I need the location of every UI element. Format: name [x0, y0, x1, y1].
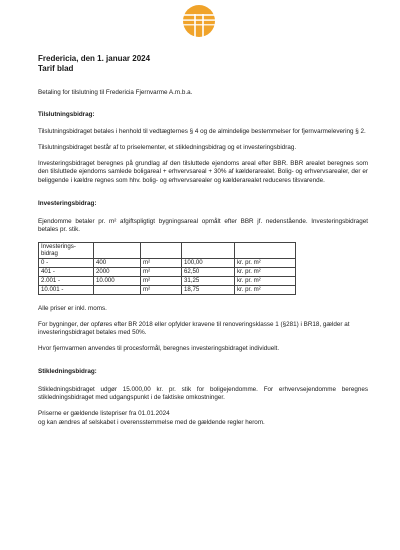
- table-cell: kr. pr. m²: [235, 277, 296, 286]
- stikledning-paragraph-2a: Priserne er gældende listepriser fra 01.01.2024: [38, 409, 170, 417]
- table-row: [39, 259, 296, 268]
- investering-paragraph-2: Alle priser er inkl. moms.: [38, 305, 107, 313]
- table-row: [39, 268, 296, 277]
- table-cell: 18,75: [182, 286, 235, 295]
- table-cell: kr. pr. m²: [235, 259, 296, 268]
- table-cell: m²: [141, 268, 182, 277]
- table-header-cell: Investerings-bidrag: [39, 242, 94, 258]
- table-cell: 10.000: [94, 277, 141, 286]
- table-cell: kr. pr. m²: [235, 286, 296, 295]
- table-cell: 62,50: [182, 268, 235, 277]
- section-heading-investering: Investeringsbidrag:: [38, 199, 97, 207]
- table-cell: m²: [141, 277, 182, 286]
- table-cell: 401 -: [39, 268, 94, 277]
- section-heading-tilslutning: Tilslutningsbidrag:: [38, 110, 95, 118]
- investment-price-table: [38, 242, 296, 295]
- table-header-row: [39, 242, 296, 258]
- table-cell: m²: [141, 286, 182, 295]
- table-cell: 31,25: [182, 277, 235, 286]
- document-date: Fredericia, den 1. januar 2024: [38, 54, 151, 63]
- table-header-cell: [141, 242, 182, 258]
- table-header-cell: [94, 242, 141, 258]
- tff-sun-logo-icon: [182, 4, 216, 38]
- table-header-cell: [182, 242, 235, 258]
- tilslutning-paragraph-3: Investeringsbidraget beregnes på grundlag af den tilsluttede ejendoms areal efter BBR. BBR arealet beregnes som den tilsluttede ejendoms samlede boligareal + erhvervsareal + 30% af kælderarealet. Bolig- og erhvervsarealer, der er beliggende i kældre regnes som hhv. bolig- og erhvervsarealer og kælderarealet reduceres tilsvarende.: [38, 159, 368, 185]
- intro-text: Betaling for tilslutning til Fredericia Fjernvarme A.m.b.a.: [38, 89, 193, 96]
- tilslutning-paragraph-1: Tilslutningsbidraget betales i henhold til vedtægternes § 4 og de almindelige bestemmelser for fjernvarmelevering § 2.: [38, 128, 366, 136]
- section-heading-stikledning: Stikledningsbidrag:: [38, 367, 97, 375]
- stikledning-paragraph-2b: og kan ændres af selskabet i overensstemmelse med de gældende regler herom.: [38, 418, 265, 426]
- table-row: [39, 286, 296, 295]
- table-cell: 2.001 -: [39, 277, 94, 286]
- investering-paragraph-3: For bygninger, der opføres efter BR 2018 eller opfylder kravene til renoveringsklasse 1 (§281) i BR18, gælder at investeringsbidraget betales med 50%.: [38, 320, 350, 337]
- investering-paragraph-1: Ejendomme betaler pr. m² afgiftspligtigt bygningsareal opmålt efter BBR jf. nedenstående. Investeringsbidraget betales pr. stik.: [38, 217, 368, 234]
- table-cell: 100,00: [182, 259, 235, 268]
- table-row: [39, 277, 296, 286]
- table-cell: m²: [141, 259, 182, 268]
- stikledning-paragraph-1: Stikledningsbidraget udgør 15.000,00 kr. pr. stik for boligejendomme. For erhvervsejendomme beregnes stikledningsbidraget med udgangspunkt i de faktiske omkostninger.: [38, 385, 368, 402]
- investering-paragraph-4: Hvor fjernvarmen anvendes til procesformål, beregnes investeringsbidraget individuelt.: [38, 345, 280, 353]
- table-cell: [94, 286, 141, 295]
- table-cell: 400: [94, 259, 141, 268]
- document-body: [38, 54, 368, 434]
- table-cell: 2000: [94, 268, 141, 277]
- table-cell: 10.001 -: [39, 286, 94, 295]
- tilslutning-paragraph-2: Tilslutningsbidraget består af to priselementer, et stikledningsbidrag og et investeringsbidrag.: [38, 144, 297, 152]
- document-title: Tarif blad: [38, 64, 74, 73]
- table-header-cell: [235, 242, 296, 258]
- table-cell: 0 -: [39, 259, 94, 268]
- table-cell: kr. pr. m²: [235, 268, 296, 277]
